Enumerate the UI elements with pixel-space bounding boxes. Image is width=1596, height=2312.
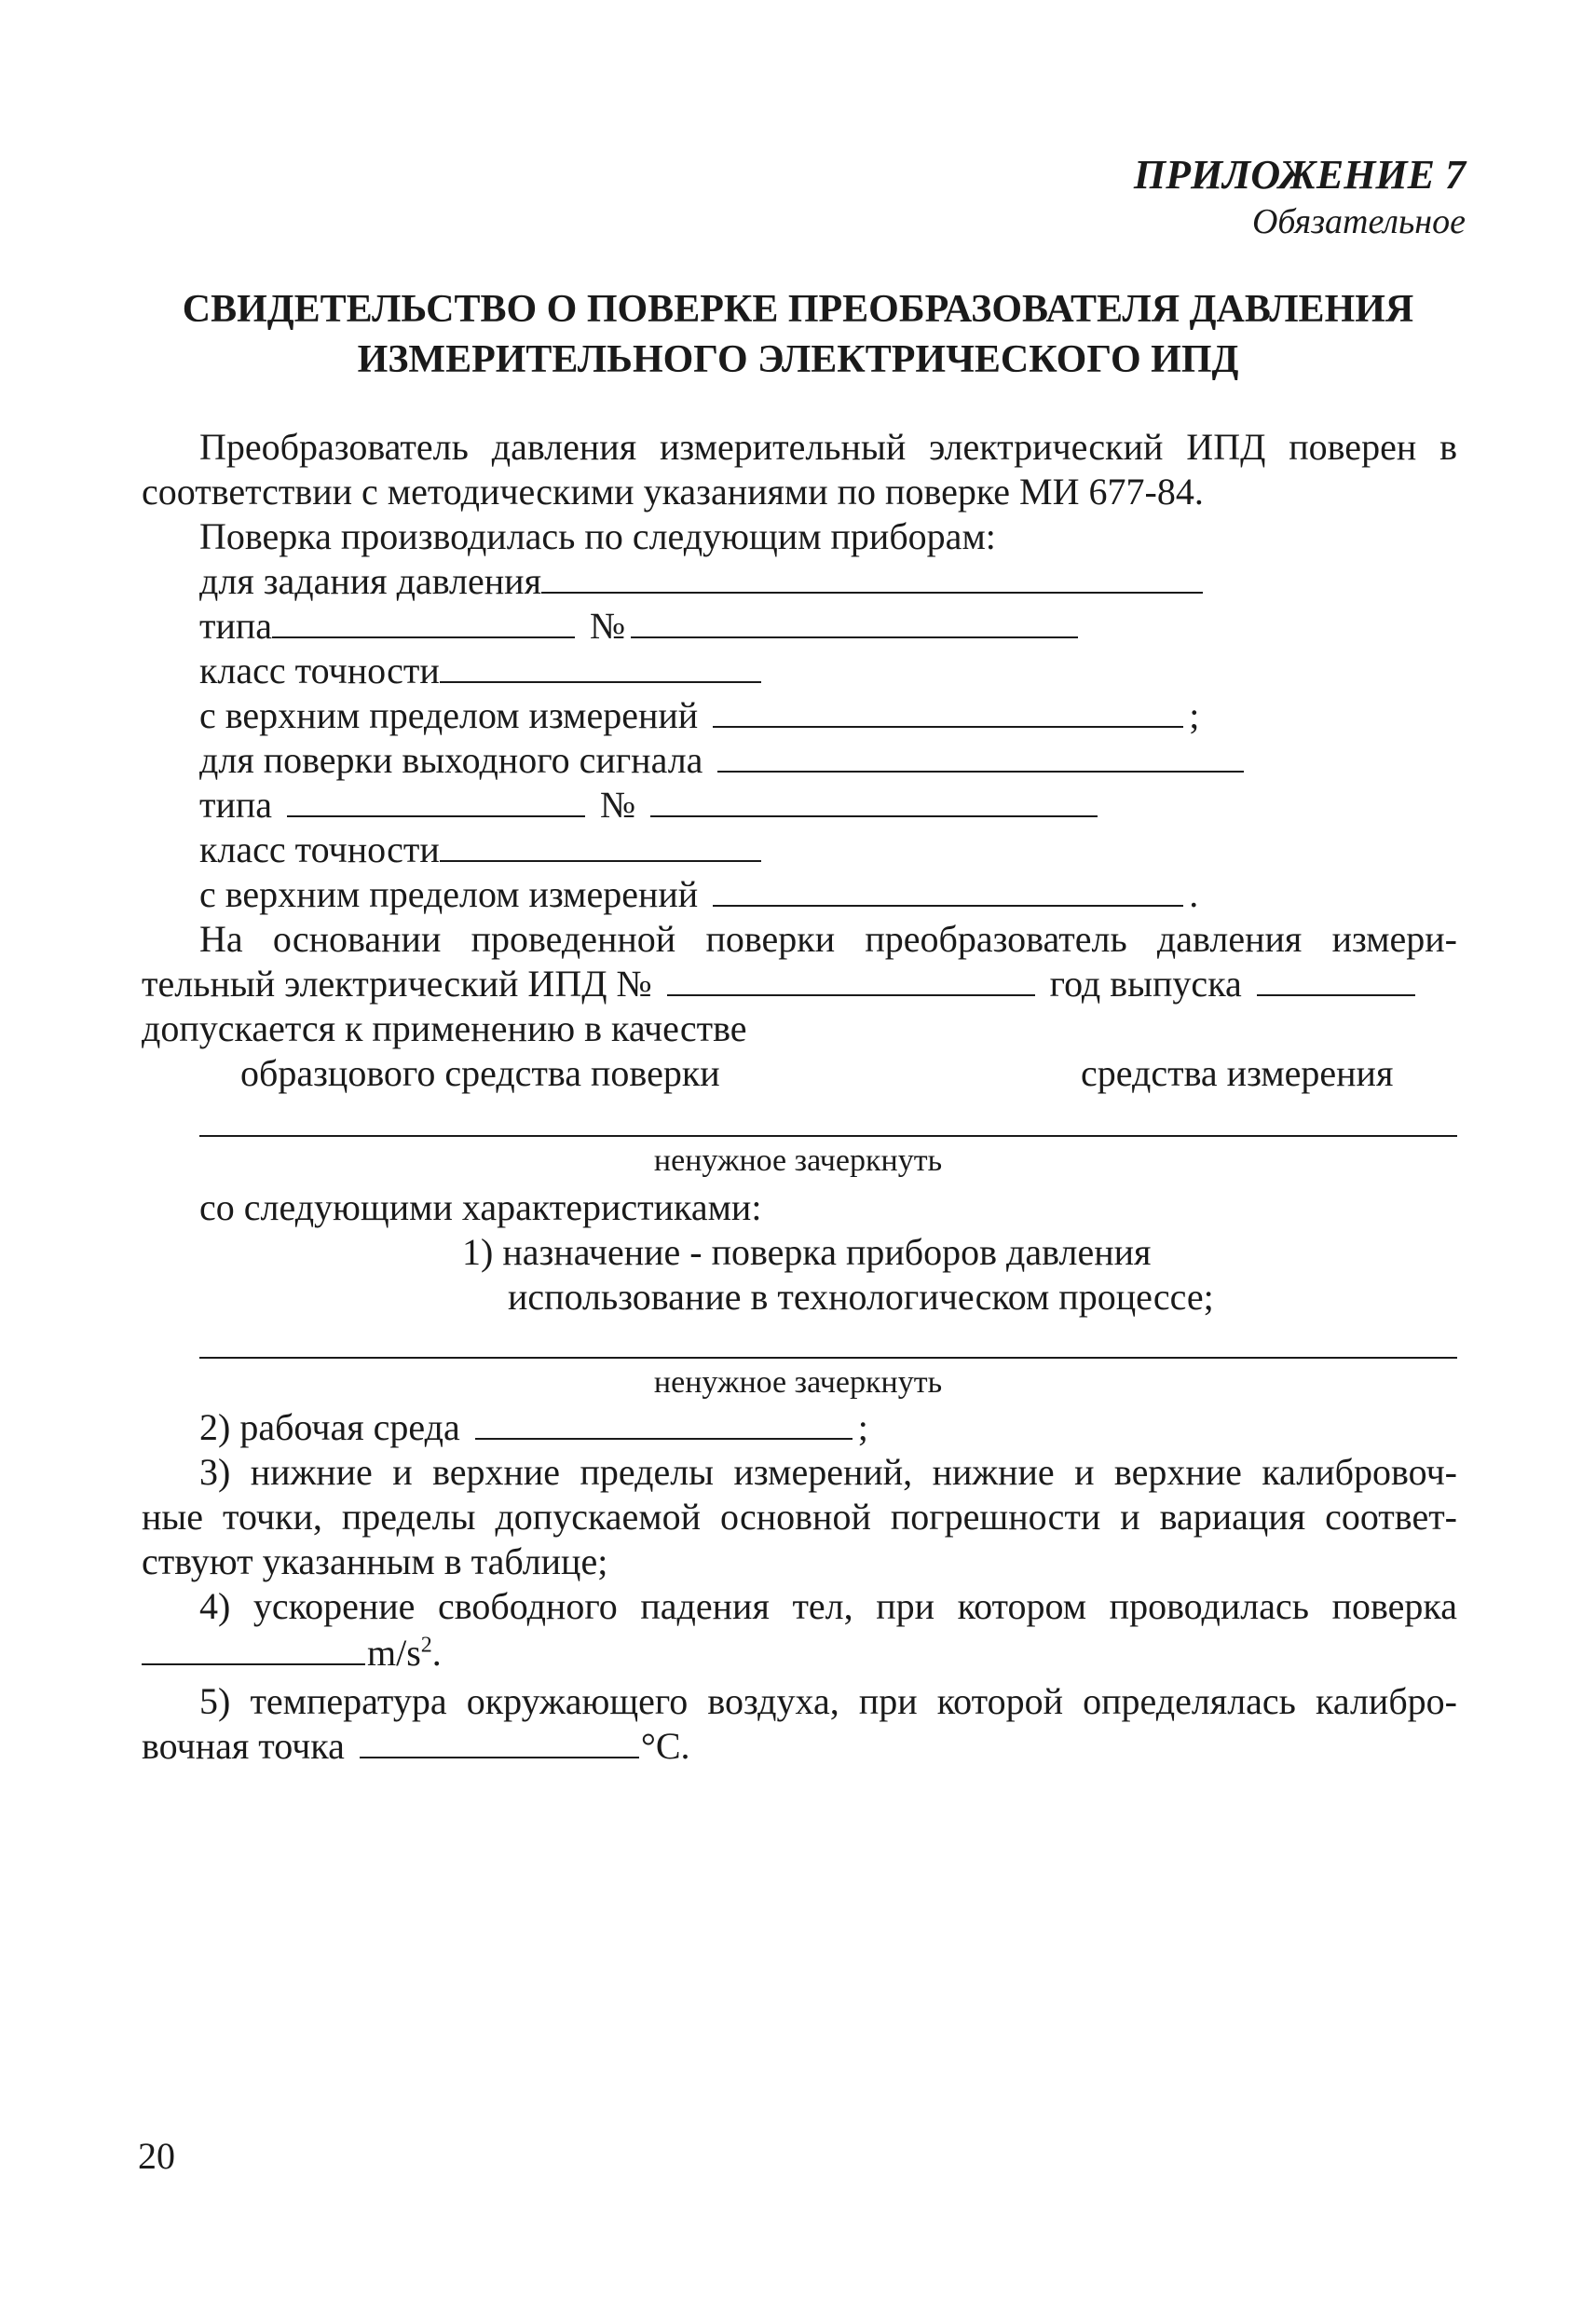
blank-upper-limit2[interactable] — [713, 873, 1183, 907]
with-characteristics: со следующими характеристиками: — [199, 1186, 762, 1228]
conclusion-line2 — [142, 962, 1421, 1006]
field-type1 — [199, 604, 1084, 649]
intro-line3: Поверка производилась по следующим приборам: — [199, 515, 996, 557]
strike-note1: ненужное зачеркнуть — [653, 1143, 943, 1178]
item1-purpose-b: использование в технологическом процессе; — [508, 1276, 1214, 1318]
label-accuracy-class2: класс точности — [199, 828, 440, 870]
label-type1: типа — [199, 605, 273, 647]
field-pressure-setting — [199, 559, 1208, 604]
appendix-status: Обязательное — [1251, 202, 1466, 241]
punct-period2: . — [1189, 873, 1199, 915]
field-accuracy-class2 — [199, 828, 767, 872]
blank-year[interactable] — [1257, 963, 1415, 996]
conclusion-line3: допускается к применению в качестве — [142, 1007, 747, 1049]
strike-note2: ненужное зачеркнуть — [653, 1365, 943, 1400]
label-working-medium: 2) рабочая среда — [199, 1406, 460, 1448]
blank-accuracy-class1[interactable] — [440, 650, 761, 683]
field-output-signal — [199, 738, 1249, 783]
blank-ipd-number[interactable] — [667, 963, 1035, 996]
unit-temperature: °С. — [640, 1725, 690, 1767]
item4-line2 — [142, 1631, 442, 1676]
blank-gravity[interactable] — [142, 1632, 365, 1665]
item3-line1: 3) нижние и верхние пределы измерений, нижние и верхние калибровоч- — [199, 1451, 1457, 1493]
intro-line1: Преобразователь давления измерительный электрический ИПД поверен в — [199, 426, 1457, 468]
blank-number2[interactable] — [650, 784, 1098, 817]
intro-line2: соответствии с методическими указаниями по поверке МИ 677-84. — [142, 471, 1204, 513]
blank-type1[interactable] — [272, 605, 575, 638]
field-upper-limit2 — [199, 872, 1198, 917]
item2-medium — [199, 1405, 868, 1450]
item4-line1: 4) ускорение свободного падения тел, при котором проводилась поверка — [199, 1585, 1457, 1627]
punct-item4: . — [431, 1632, 442, 1674]
label-number2: № — [600, 784, 636, 826]
blank-output-signal[interactable] — [717, 739, 1244, 773]
label-type2: типа — [199, 784, 273, 826]
conclusion-line1: На основании проведенной поверки преобразователь давления измери- — [199, 918, 1457, 960]
item1-purpose-a: 1) назначение - поверка приборов давления — [462, 1231, 1152, 1273]
label-upper-limit1: с верхним пределом измерений — [199, 694, 699, 736]
blank-type2[interactable] — [287, 784, 585, 817]
blank-upper-limit1[interactable] — [713, 694, 1183, 728]
document-title-line2: ИЗМЕРИТЕЛЬНОГО ЭЛЕКТРИЧЕСКОГО ИПД — [357, 338, 1239, 381]
item3-line2: ные точки, пределы допускаемой основной погрешности и вариация соответ- — [142, 1496, 1457, 1538]
label-calibration-point: вочная точка — [142, 1725, 345, 1767]
blank-accuracy-class2[interactable] — [440, 828, 761, 862]
unit-gravity-exponent: 2 — [420, 1633, 432, 1658]
option-reference-means: образцового средства поверки — [240, 1052, 720, 1094]
label-output-signal: для поверки выходного сигнала — [199, 739, 703, 781]
item5-line2 — [142, 1724, 690, 1769]
item3-line3: ствуют указанным в таблице; — [142, 1540, 608, 1582]
unit-gravity: m/s — [367, 1632, 421, 1674]
page-number: 20 — [138, 2135, 175, 2177]
blank-temperature[interactable] — [360, 1725, 639, 1758]
blank-pressure-setting[interactable] — [541, 560, 1203, 594]
punct-item2: ; — [857, 1406, 868, 1448]
label-year: год выпуска — [1049, 963, 1242, 1005]
punct-semicolon1: ; — [1189, 694, 1200, 736]
appendix-label: ПРИЛОЖЕНИЕ 7 — [1133, 152, 1466, 198]
divider-line2 — [199, 1357, 1457, 1359]
item5-line1: 5) температура окружающего воздуха, при которой определялась калибро- — [199, 1680, 1457, 1722]
blank-working-medium[interactable] — [475, 1406, 853, 1440]
field-accuracy-class1 — [199, 649, 767, 693]
divider-line1 — [199, 1135, 1457, 1137]
label-number1: № — [590, 605, 626, 647]
blank-number1[interactable] — [631, 605, 1078, 638]
label-pressure-setting: для задания давления — [199, 560, 541, 602]
label-ipd-number: тельный электрический ИПД № — [142, 963, 652, 1005]
option-measuring-means: средства измерения — [1081, 1052, 1394, 1094]
document-title-line1: СВИДЕТЕЛЬСТВО О ПОВЕРКЕ ПРЕОБРАЗОВАТЕЛЯ ДАВЛЕНИЯ — [182, 288, 1414, 331]
label-upper-limit2: с верхним пределом измерений — [199, 873, 699, 915]
label-accuracy-class1: класс точности — [199, 650, 440, 691]
field-upper-limit1 — [199, 693, 1199, 738]
field-type2 — [199, 783, 1103, 828]
